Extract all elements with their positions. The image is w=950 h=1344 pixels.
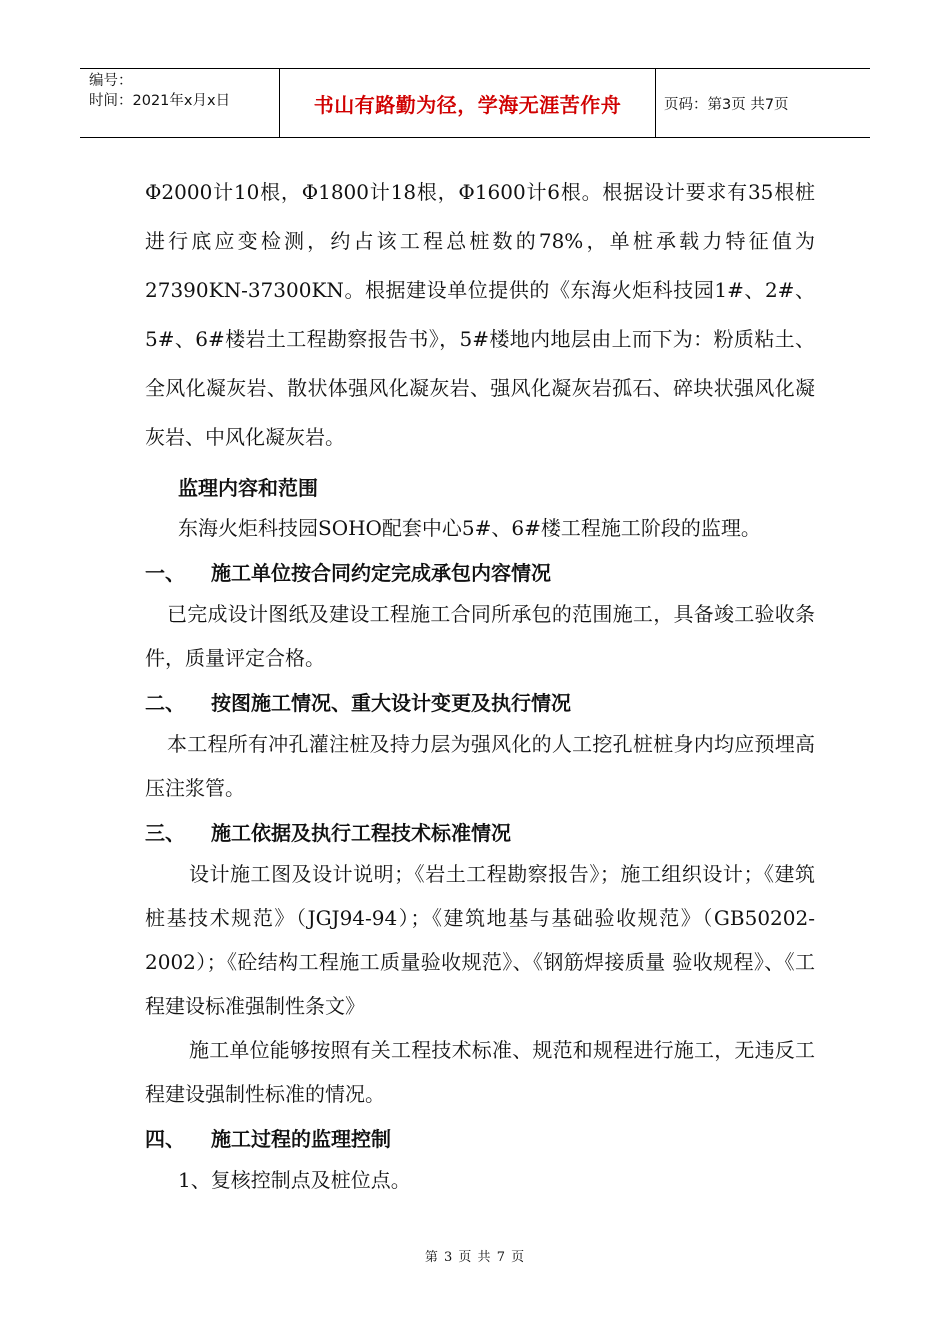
section-number: 三、 (145, 821, 185, 845)
section-heading-3 (145, 814, 815, 852)
paragraph-pile-info: Φ2000计10根，Φ1800计18根，Φ1600计6根。根据设计要求有35根桩进行底应变检测，约占该工程总桩数的78%，单桩承载力特征值为27390KN-37300KN。根据建设单位提供的《东海火炬科技园1#、2#、5#、6#楼岩土工程勘察报告书》，5#楼地内地层由上而下为：粉质粘土、全风化凝灰岩、散状体强风化凝灰岩、强风化凝灰岩孤石、碎块状强风化凝灰岩、中风化凝灰岩。 (145, 180, 815, 449)
time-label: 时间：2021年x月x日 (89, 93, 231, 109)
section-heading-2 (145, 684, 815, 722)
header-meta (80, 69, 280, 137)
section-heading-1 (145, 554, 815, 592)
section-number: 四、 (145, 1127, 185, 1151)
header-motto: 书山有路勤为径，学海无涯苦作舟 (280, 69, 656, 137)
page-footer: 第 3 页 共 7 页 (424, 1250, 526, 1265)
paragraph-section-1: 已完成设计图纸及建设工程施工合同所承包的范围施工，具备竣工验收条件，质量评定合格。 (145, 602, 815, 670)
sub-heading-scope: 监理内容和范围 (178, 476, 318, 500)
section-title: 施工过程的监理控制 (211, 1127, 391, 1151)
paragraph-scope: 东海火炬科技园SOHO配套中心5#、6#楼工程施工阶段的监理。 (178, 516, 761, 540)
section-title: 施工单位按合同约定完成承包内容情况 (211, 561, 551, 585)
paragraph-section-2: 本工程所有冲孔灌注桩及持力层为强风化的人工挖孔桩桩身内均应预埋高压注浆管。 (145, 732, 815, 800)
header-page-info: 页码：第3页 共7页 (664, 96, 789, 113)
section-title: 施工依据及执行工程技术标准情况 (211, 821, 511, 845)
paragraph-section-3-standards: 设计施工图及设计说明；《岩土工程勘察报告》；施工组织设计；《建筑桩基技术规范》（JGJ94-94）；《建筑地基与基础验收规范》（GB50202-2002）；《砼结构工程施工质量验收规范》、《钢筋焊接质量 验收规程》、《工程建设标准强制性条文》 (145, 862, 815, 1018)
number-label: 编号： (89, 73, 133, 89)
list-item-control-points: 1、复核控制点及桩位点。 (178, 1168, 411, 1192)
section-number: 一、 (145, 561, 185, 585)
section-heading-4 (145, 1120, 815, 1158)
section-title: 按图施工情况、重大设计变更及执行情况 (211, 691, 571, 715)
section-number: 二、 (145, 691, 185, 715)
paragraph-section-3-compliance: 施工单位能够按照有关工程技术标准、规范和规程进行施工，无违反工程建设强制性标准的情况。 (145, 1038, 815, 1106)
document-body (145, 168, 815, 1202)
page-header (80, 68, 870, 138)
